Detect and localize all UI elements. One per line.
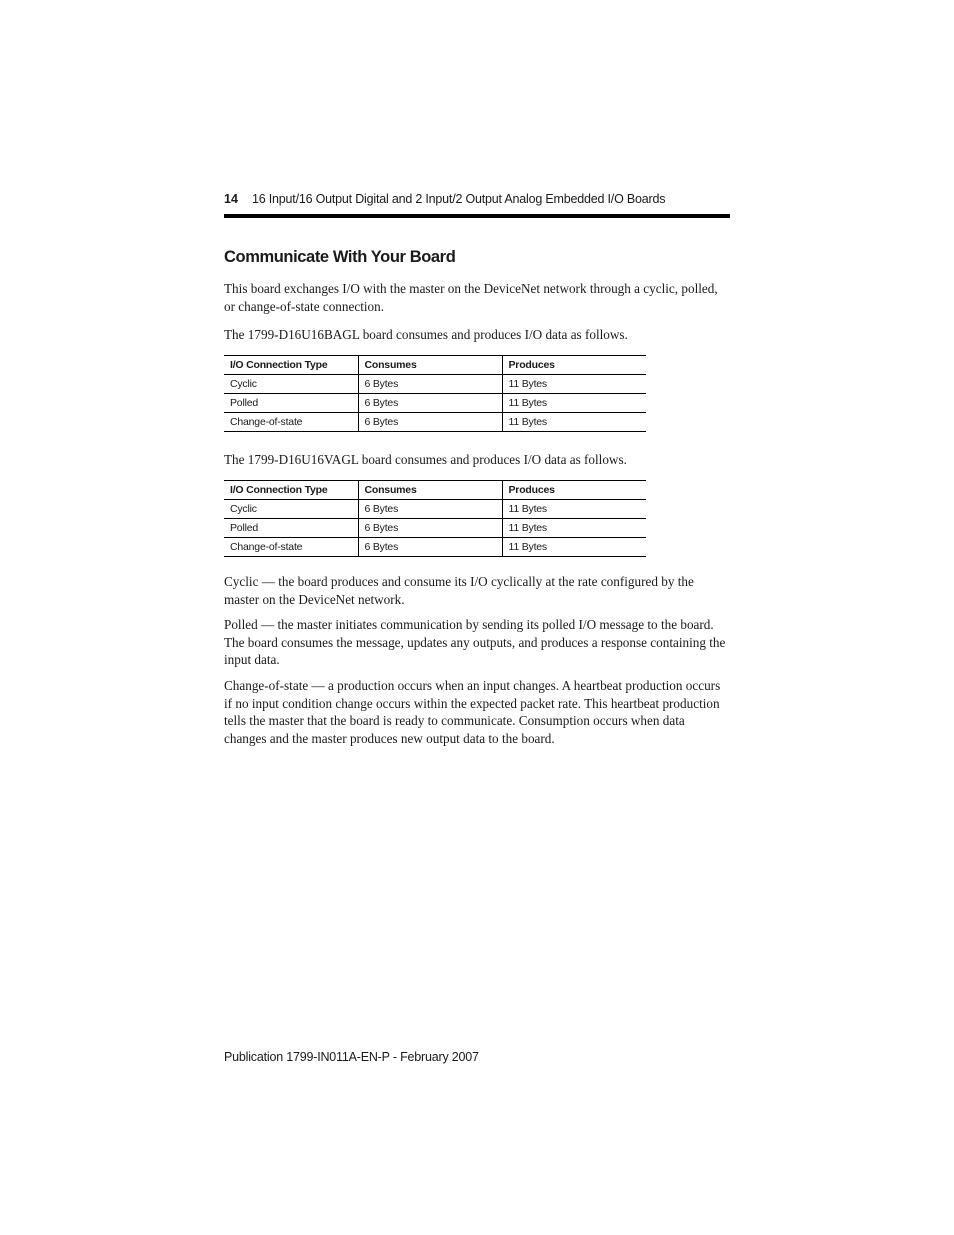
change-of-state-paragraph: Change-of-state — a production occurs when an input changes. A heartbeat production occurs if no input condition change occurs within the expected packet rate. This heartbeat production tells the master that the board is ready to communicate. Consumption occurs when data changes and the master produces new output data to the board. xyxy=(224,678,721,746)
column-header: Consumes xyxy=(358,481,502,500)
page-number: 14 xyxy=(224,192,238,206)
vagl-io-table xyxy=(224,480,646,557)
table-cell: Polled xyxy=(224,394,358,413)
table-cell: Cyclic xyxy=(224,500,358,519)
table-row xyxy=(224,394,646,413)
table-cell: Cyclic xyxy=(224,375,358,394)
table-cell: Change-of-state xyxy=(224,538,358,557)
table-row xyxy=(224,500,646,519)
publication-footer: Publication 1799-IN011A-EN-P - February 2007 xyxy=(224,1050,479,1064)
table-cell: 11 Bytes xyxy=(502,500,646,519)
table-row xyxy=(224,538,646,557)
table-cell: Change-of-state xyxy=(224,413,358,432)
column-header: Produces xyxy=(502,481,646,500)
column-header: I/O Connection Type xyxy=(224,481,358,500)
table-cell: 6 Bytes xyxy=(358,413,502,432)
table-cell: 6 Bytes xyxy=(358,500,502,519)
table-cell: 6 Bytes xyxy=(358,394,502,413)
cyclic-paragraph: Cyclic — the board produces and consume its I/O cyclically at the rate configured by the master on the DeviceNet network. xyxy=(224,574,694,607)
vagl-intro-paragraph: The 1799-D16U16VAGL board consumes and produces I/O data as follows. xyxy=(224,452,627,467)
table-row xyxy=(224,375,646,394)
table-header-row xyxy=(224,481,646,500)
running-title: 16 Input/16 Output Digital and 2 Input/2 Output Analog Embedded I/O Boards xyxy=(252,192,666,206)
section-title: Communicate With Your Board xyxy=(224,248,456,266)
bagl-io-table xyxy=(224,355,646,432)
header-rule xyxy=(224,214,730,218)
table-cell: 11 Bytes xyxy=(502,519,646,538)
table-cell: Polled xyxy=(224,519,358,538)
table-cell: 11 Bytes xyxy=(502,413,646,432)
column-header: Consumes xyxy=(358,356,502,375)
table-cell: 11 Bytes xyxy=(502,375,646,394)
table-cell: 11 Bytes xyxy=(502,538,646,557)
table-row xyxy=(224,519,646,538)
table-cell: 11 Bytes xyxy=(502,394,646,413)
table-header-row xyxy=(224,356,646,375)
table-cell: 6 Bytes xyxy=(358,538,502,557)
table-cell: 6 Bytes xyxy=(358,375,502,394)
column-header: Produces xyxy=(502,356,646,375)
intro-paragraph: This board exchanges I/O with the master on the DeviceNet network through a cyclic, polled, or change-of-state connection. xyxy=(224,281,718,314)
polled-paragraph: Polled — the master initiates communication by sending its polled I/O message to the board. The board consumes the message, updates any outputs, and produces a response containing the input data. xyxy=(224,617,726,667)
table-row xyxy=(224,413,646,432)
column-header: I/O Connection Type xyxy=(224,356,358,375)
bagl-intro-paragraph: The 1799-D16U16BAGL board consumes and produces I/O data as follows. xyxy=(224,327,628,342)
table-cell: 6 Bytes xyxy=(358,519,502,538)
